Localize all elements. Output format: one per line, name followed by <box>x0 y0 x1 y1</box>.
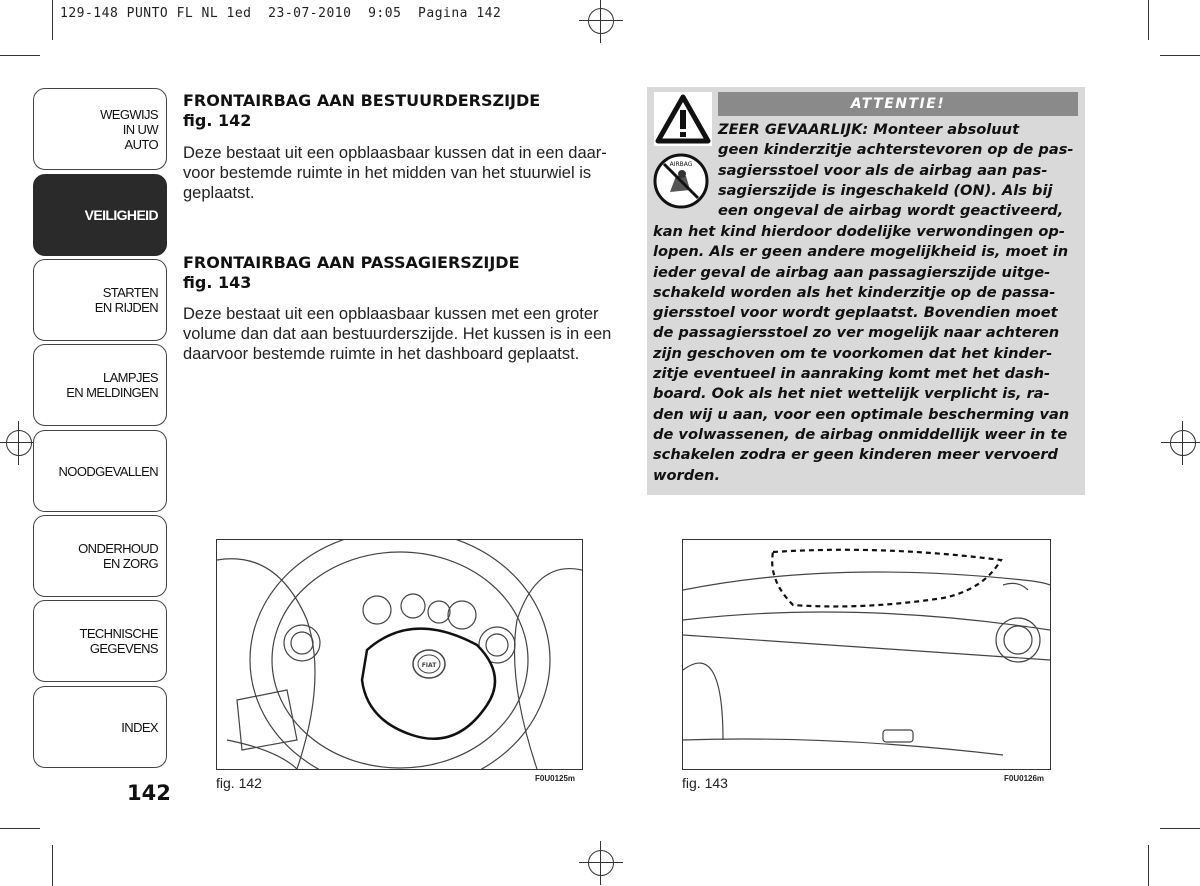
figure-caption: fig. 143 <box>682 775 728 791</box>
tab-technische[interactable] <box>33 600 167 682</box>
figure-code: F0U0126m <box>1004 774 1045 783</box>
warning-triangle-icon <box>654 92 712 146</box>
dashboard-illustration <box>683 540 1050 769</box>
steering-wheel-illustration <box>217 540 582 769</box>
tab-label: TECHNISCHE GEGEVENS <box>79 626 158 656</box>
registration-mark <box>6 430 32 456</box>
tab-index[interactable] <box>33 686 167 768</box>
fiat-badge: FIAT <box>421 662 437 669</box>
tab-label: LAMPJES EN MELDINGEN <box>66 370 158 400</box>
crop-mark <box>52 0 53 40</box>
tab-label: STARTEN EN RIJDEN <box>94 285 158 315</box>
tab-label: ONDERHOUD EN ZORG <box>78 541 158 571</box>
figure-code: F0U0125m <box>535 774 576 783</box>
tab-label: VEILIGHEID <box>84 206 158 223</box>
crop-mark <box>0 828 40 829</box>
registration-mark <box>1170 430 1196 456</box>
section-title: FRONTAIRBAG AAN PASSAGIERSZIJDE <box>183 253 520 272</box>
tab-starten[interactable] <box>33 259 167 341</box>
tab-label: NOODGEVALLEN <box>58 463 158 479</box>
crop-mark <box>1148 0 1149 40</box>
warning-text: kan het kind hierdoor dodelijke verwondingen op- lopen. Als er geen andere mogelijkheid is, moet in ieder geval de airbag aan passagierszijde uitge- schakeld worden als het kinderzitje op de passa- giersstoel voor wordt geplaatst. Bovendien moet de passagiersstoel zo ver mogelijk naar achteren zijn geschoven om te voorkomen dat het kinder- zitje eventueel in aanraking komt met het dash- board. Ook als het niet wettelijk verplicht is, ra- den wij u aan, voor een optimale bescherming van de volwassenen, de airbag onmiddellijk weer in te schakelen zodra er geen kinderen meer vervoerd worden. <box>653 223 1070 484</box>
icon-caption: AIRBAG <box>669 161 693 168</box>
tab-veiligheid[interactable] <box>33 174 167 256</box>
page-number: 142 <box>127 781 171 805</box>
tab-label: WEGWIJS IN UW AUTO <box>100 106 158 152</box>
registration-mark <box>588 8 614 34</box>
tab-lampjes[interactable] <box>33 344 167 426</box>
tab-label: INDEX <box>121 719 158 735</box>
section-body: Deze bestaat uit een opblaasbaar kussen met een groter volume dan dat aan bestuurderszijde. Het kussen is in een daarvoor bestemde ruimte in het dashboard geplaatst. <box>183 305 612 363</box>
tab-noodgevallen[interactable] <box>33 430 167 512</box>
section-fig-ref: fig. 142 <box>183 111 252 130</box>
crop-mark <box>1160 55 1200 56</box>
figure-caption: fig. 142 <box>216 775 262 791</box>
crop-mark <box>1148 845 1149 886</box>
registration-mark <box>588 850 614 876</box>
section-fig-ref: fig. 143 <box>183 273 252 292</box>
tab-wegwijs[interactable] <box>33 88 167 170</box>
section-heading <box>183 91 540 131</box>
tab-onderhoud[interactable] <box>33 515 167 597</box>
print-header: 129-148 PUNTO FL NL 1ed 23-07-2010 9:05 Pagina 142 <box>60 6 502 21</box>
crop-mark <box>0 55 40 56</box>
figure-passenger-airbag <box>682 539 1051 770</box>
warning-text-indented: ZEER GEVAARLIJK: Monteer absoluut geen kinderzitje achterstevoren op de pas- sagiersstoel voor als de airbag aan pas- sagierszijde is ingeschakeld (ON). Als bij een ongeval de airbag wordt geactiveerd, <box>718 121 1074 220</box>
crop-mark <box>1160 828 1200 829</box>
crop-mark <box>52 845 53 886</box>
figure-driver-airbag <box>216 539 583 770</box>
section-heading <box>183 253 520 293</box>
section-title: FRONTAIRBAG AAN BESTUURDERSZIJDE <box>183 91 541 110</box>
attention-bar: ATTENTIE! <box>718 92 1078 116</box>
no-child-seat-airbag-icon <box>652 152 710 210</box>
section-body: Deze bestaat uit een opblaasbaar kussen dat in een daar- voor bestemde ruimte in het midden van het stuurwiel is geplaatst. <box>183 144 607 202</box>
